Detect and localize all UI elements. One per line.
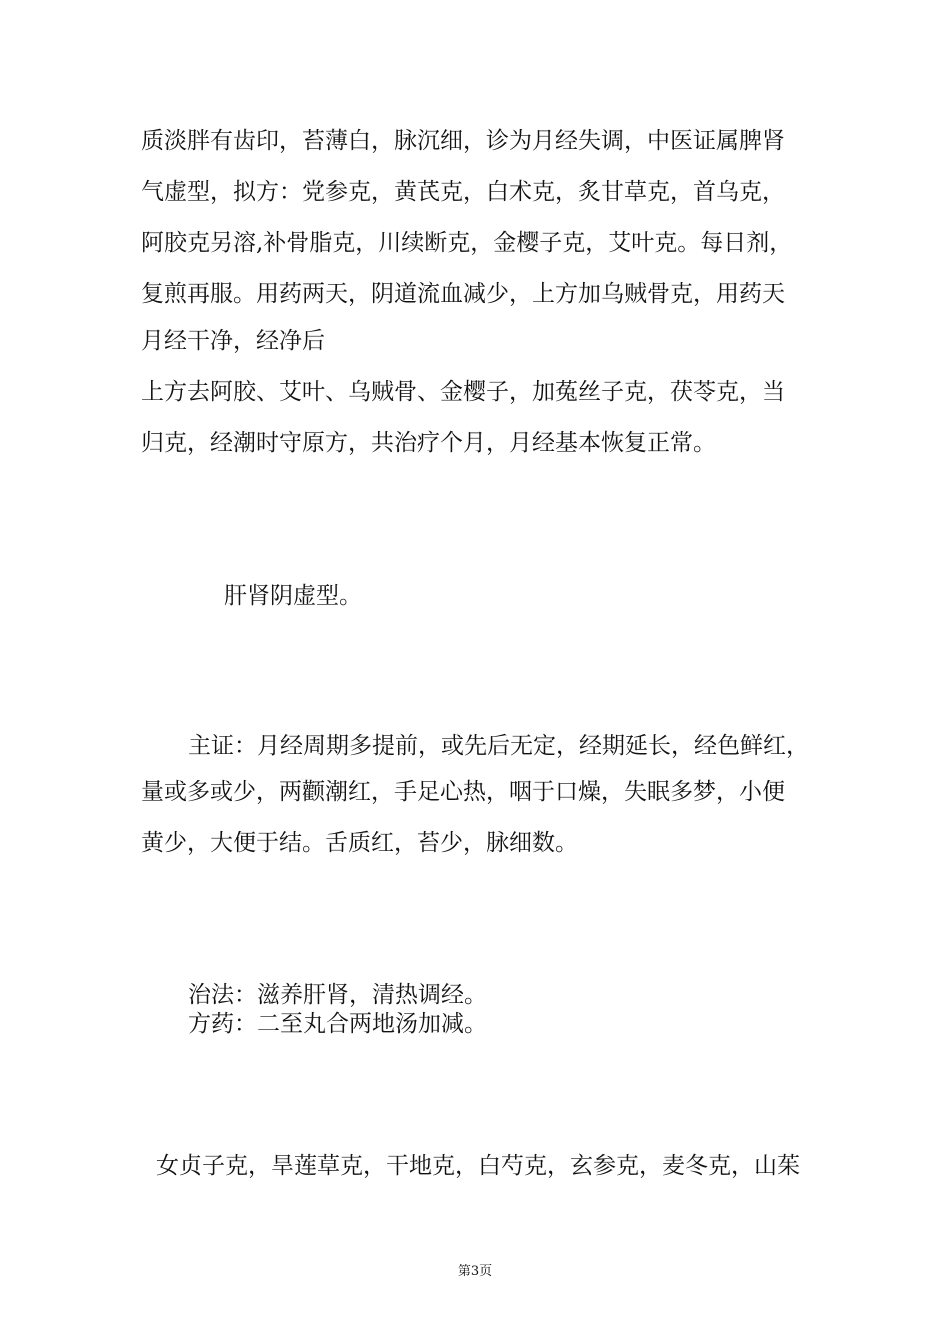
body-text-line: 气虚型，拟方：党参克，黄芪克，白术克，炙甘草克，首乌克， [141, 179, 785, 205]
treatment-line: 治法：滋养肝肾，清热调经。 [188, 982, 487, 1008]
body-text-line: 主证：月经周期多提前，或先后无定，经期延长，经色鲜红， [188, 733, 809, 759]
body-text-line: 质淡胖有齿印，苔薄白，脉沉细，诊为月经失调，中医证属脾肾 [141, 128, 785, 154]
body-text-line: 黄少，大便于结。舌质红，苔少，脉细数。 [141, 830, 578, 856]
prescription-line: 方药：二至丸合两地汤加减。 [188, 1011, 487, 1037]
herbs-line: 女贞子克，旱莲草克，干地克，白芍克，玄参克，麦冬克，山茱 [156, 1153, 800, 1179]
body-text-line: 月经干净，经净后 [141, 328, 325, 354]
page-number: 第3页 [457, 1264, 493, 1279]
body-text-line: 阿胶克另溶,补骨脂克，川续断克，金樱子克，艾叶克。每日剂， [141, 230, 793, 256]
body-text-line: 复煎再服。用药两天，阴道流血减少，上方加乌贼骨克，用药天 [141, 281, 785, 307]
section-heading: 肝肾阴虚型。 [224, 583, 362, 609]
body-text-line: 量或多或少，两颧潮红，手足心热，咽于口燥，失眠多梦，小便 [141, 779, 785, 805]
body-text-line: 上方去阿胶、艾叶、乌贼骨、金樱子，加菟丝子克，茯苓克，当 [141, 379, 785, 405]
body-text-line: 归克，经潮时守原方，共治疗个月，月经基本恢复正常。 [141, 430, 716, 456]
